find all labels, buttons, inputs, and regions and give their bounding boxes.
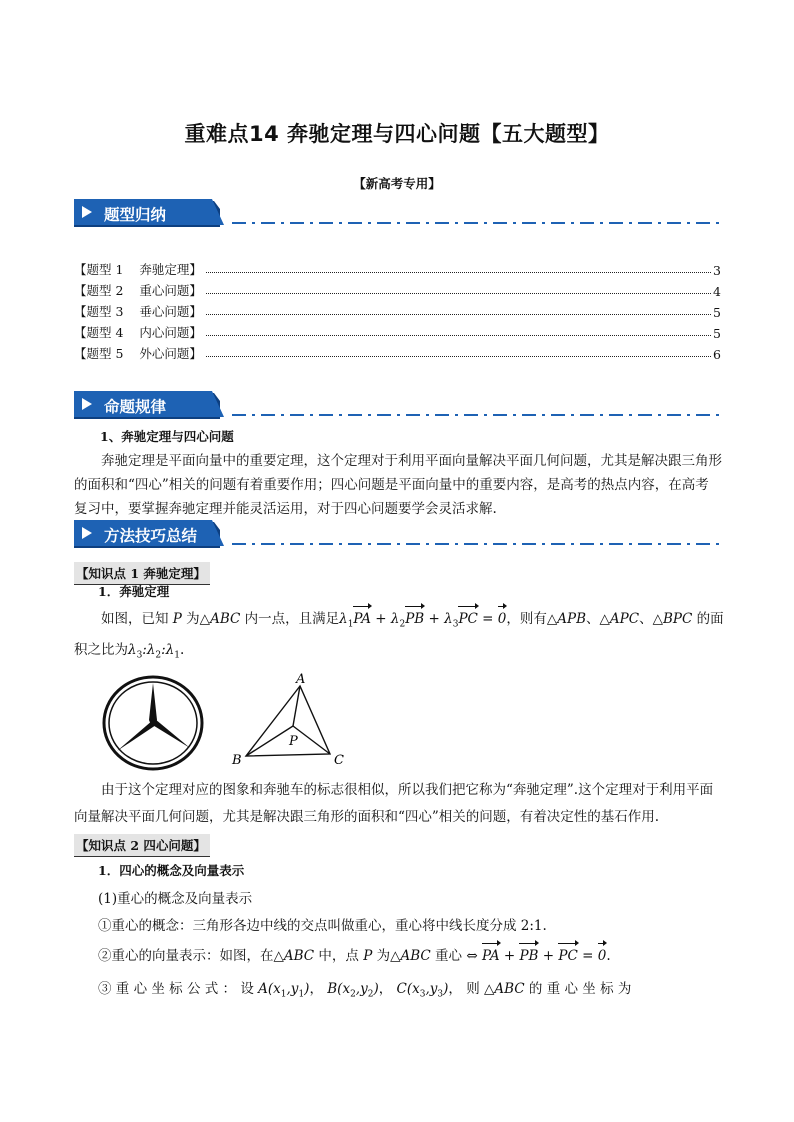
theorem-explanation: 由于这个定理对应的图象和奔驰车的标志很相似，所以我们把它称为“奔驰定理”.这个定理对于利用平面向量解决平面几何问题，尤其是解决跟三角形的面积和“四心”相关的问题，有着决定性的基石作用. [74,782,714,825]
mercedes-logo-figure [100,674,210,774]
toc-leader-dots [206,272,711,273]
toc-label: 【题型 4 内心问题】 [74,325,202,340]
knowledge-point-tag: 【知识点 1 奔驰定理】 [74,562,210,585]
page-subtitle: 【新高考专用】 [353,176,441,191]
toc-leader-dots [206,314,711,315]
banner-graphic [74,199,720,229]
toc-entry[interactable] [74,278,721,299]
toc-label: 【题型 1 奔驰定理】 [74,262,202,277]
label-c: C [334,753,344,768]
theorem-line-1: 如图，已知 P 为△ABC 内一点，且满足$\lambda_1PA + \lambda_2PB + \lambda_3PC = 0$，则有△APB、△APC、△BPC 的面 [74,606,722,638]
toc-entry[interactable] [74,341,721,362]
toc-page: 5 [713,305,721,320]
vector-pc: PC [458,606,477,632]
centroid-coordinates: ③ 重 心 坐 标 公 式 ： 设 $A(x_1,y_1)$， $B(x_2,y_2)$， $C(x_3,y_3)$， 则 △ABC 的 重 心 坐 标 为 [98,981,632,1000]
section-heading: 1、奔驰定理与四心问题 [100,429,234,444]
table-of-contents [74,257,721,362]
star-arm-top [149,683,157,720]
banner-label: 题型归纳 [104,206,167,224]
vector-pa: PA [353,606,371,632]
vector-pb: PB [405,606,424,632]
toc-entry[interactable] [74,320,721,341]
star-arm-right [151,719,190,748]
centroid-definition: ①重心的概念：三角形各边中线的交点叫做重心，重心将中线长度分成 2:1. [98,918,547,934]
label-b: B [232,753,242,768]
star-arm-left [117,720,156,751]
section-paragraph: 奔驰定理是平面向量中的重要定理，这个定理对于利用平面向量解决平面几何问题，尤其是解决跟三角形的面积和“四心”相关的问题有着重要作用；四心问题是平面向量中的重要内容，是高考的热点内容，在高考复习中，要掌握奔驰定理并能灵活运用，对于四心问题要学会灵活求解. [74,453,722,517]
triangle-figure [230,670,360,770]
banner-graphic [74,391,720,421]
knowledge-heading: 1．四心的概念及向量表示 [98,863,245,878]
toc-leader-dots [206,335,711,336]
theorem-line-2: 积之比为$\lambda_3:\lambda_2:\lambda_1$. [74,642,185,661]
toc-entry[interactable] [74,257,721,278]
label-a: A [296,672,306,687]
banner-label: 命题规律 [104,398,167,416]
toc-page: 4 [713,284,721,299]
page-title: 重难点14 奔驰定理与四心问题【五大题型】 [184,122,610,146]
knowledge-point-tag: 【知识点 2 四心问题】 [74,834,210,857]
banner-exam-patterns [74,391,720,421]
banner-method-summary [74,520,720,550]
banner-question-types [74,199,720,229]
knowledge-heading: 1．奔驰定理 [98,584,170,599]
toc-page: 6 [713,347,721,362]
toc-page: 3 [713,263,721,278]
toc-leader-dots [206,356,711,357]
toc-label: 【题型 2 重心问题】 [74,283,202,298]
centroid-vector: ②重心的向量表示：如图，在△ABC 中，点 P 为△ABC 重心 ⇔ PA + PB + PC = 0. [98,943,718,969]
label-p: P [289,734,298,749]
banner-label: 方法技巧总结 [104,527,198,545]
toc-label: 【题型 5 外心问题】 [74,346,202,361]
zero-vector: 0 [498,606,507,632]
toc-leader-dots [206,293,711,294]
subsection-label: (1)重心的概念及向量表示 [98,891,253,907]
toc-label: 【题型 3 垂心问题】 [74,304,202,319]
toc-page: 5 [713,326,721,341]
toc-entry[interactable] [74,299,721,320]
triangle-abc [246,686,330,756]
